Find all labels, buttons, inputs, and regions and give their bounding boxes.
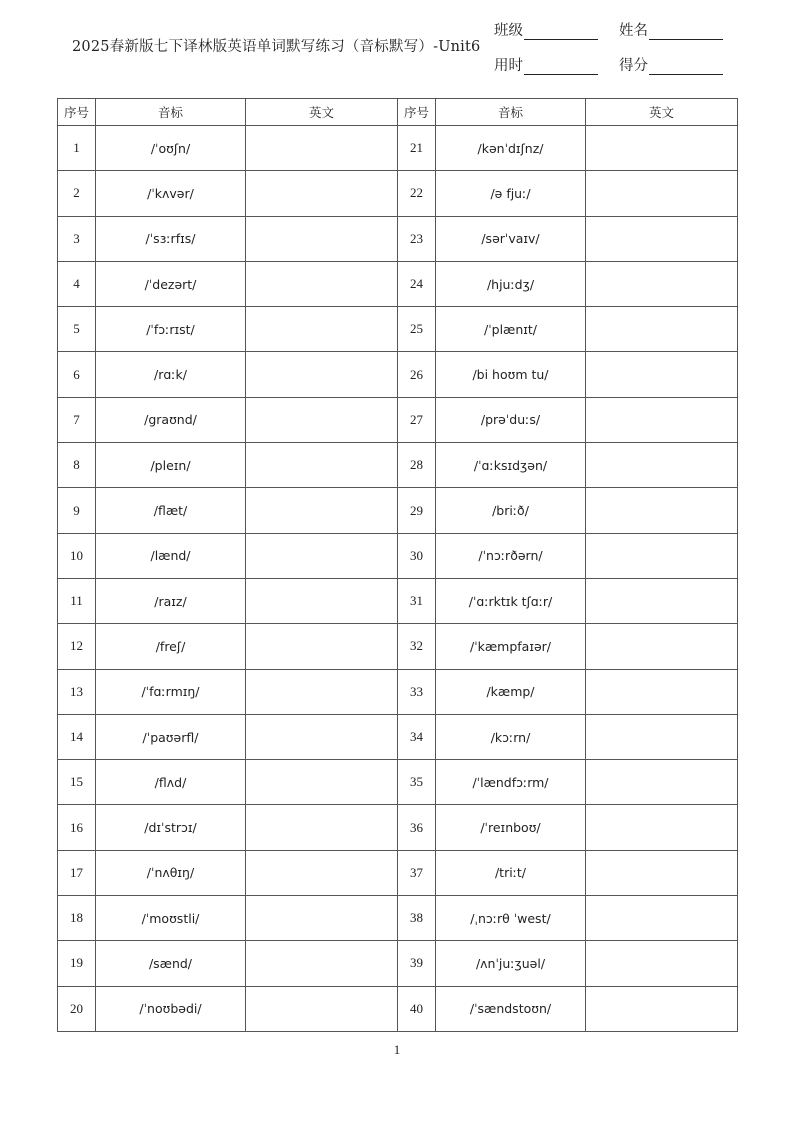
row-number-left: 2 <box>58 171 96 216</box>
row-number-left: 6 <box>58 352 96 397</box>
header-english-right: 英文 <box>586 99 738 126</box>
row-number-right: 29 <box>398 488 436 533</box>
answer-cell-left[interactable] <box>246 488 398 533</box>
row-number-left: 8 <box>58 443 96 488</box>
answer-cell-left[interactable] <box>246 307 398 352</box>
phonetic-right: /ˈɑːksɪdʒən/ <box>436 443 586 488</box>
row-number-left: 9 <box>58 488 96 533</box>
row-number-left: 10 <box>58 533 96 578</box>
score-label: 得分 <box>619 58 648 74</box>
table-row <box>58 986 738 1031</box>
row-number-right: 35 <box>398 760 436 805</box>
row-number-right: 22 <box>398 171 436 216</box>
time-field <box>494 54 598 75</box>
answer-cell-right[interactable] <box>586 171 738 216</box>
phonetic-left: /sænd/ <box>96 941 246 986</box>
header-number-left: 序号 <box>58 99 96 126</box>
answer-cell-right[interactable] <box>586 896 738 941</box>
answer-cell-right[interactable] <box>586 714 738 759</box>
header-phonetic-right: 音标 <box>436 99 586 126</box>
phonetic-right: /ˈlændfɔːrm/ <box>436 760 586 805</box>
row-number-right: 26 <box>398 352 436 397</box>
worksheet-title: 2025春新版七下译林版英语单词默写练习（音标默写）-Unit6 <box>72 39 481 55</box>
answer-cell-right[interactable] <box>586 533 738 578</box>
row-number-right: 37 <box>398 850 436 895</box>
row-number-right: 25 <box>398 307 436 352</box>
phonetic-right: /kæmp/ <box>436 669 586 714</box>
table-row <box>58 261 738 306</box>
table-row <box>58 714 738 759</box>
row-number-left: 14 <box>58 714 96 759</box>
class-blank[interactable] <box>524 25 598 40</box>
phonetic-right: /ˈsændstoʊn/ <box>436 986 586 1031</box>
header-number-right: 序号 <box>398 99 436 126</box>
row-number-left: 1 <box>58 126 96 171</box>
answer-cell-left[interactable] <box>246 714 398 759</box>
phonetic-left: /dɪˈstrɔɪ/ <box>96 805 246 850</box>
answer-cell-right[interactable] <box>586 126 738 171</box>
table-header-row <box>58 99 738 126</box>
row-number-left: 12 <box>58 624 96 669</box>
phonetic-right: /ʌnˈjuːʒuəl/ <box>436 941 586 986</box>
phonetic-left: /ˈfɔːrɪst/ <box>96 307 246 352</box>
row-number-left: 18 <box>58 896 96 941</box>
row-number-left: 3 <box>58 216 96 261</box>
row-number-left: 4 <box>58 261 96 306</box>
class-field <box>494 19 598 40</box>
row-number-right: 21 <box>398 126 436 171</box>
phonetic-left: /ˈdezərt/ <box>96 261 246 306</box>
table-row <box>58 624 738 669</box>
row-number-left: 11 <box>58 578 96 623</box>
answer-cell-left[interactable] <box>246 669 398 714</box>
answer-cell-right[interactable] <box>586 760 738 805</box>
phonetic-left: /ˈmoʊstli/ <box>96 896 246 941</box>
phonetic-left: /ˈnoʊbədi/ <box>96 986 246 1031</box>
table-row <box>58 488 738 533</box>
table-row <box>58 443 738 488</box>
row-number-right: 34 <box>398 714 436 759</box>
phonetic-right: /ˈreɪnboʊ/ <box>436 805 586 850</box>
table-row <box>58 126 738 171</box>
answer-cell-right[interactable] <box>586 624 738 669</box>
answer-cell-right[interactable] <box>586 307 738 352</box>
answer-cell-left[interactable] <box>246 986 398 1031</box>
phonetic-right: /prəˈduːs/ <box>436 397 586 442</box>
phonetic-right: /kɔːrn/ <box>436 714 586 759</box>
answer-cell-left[interactable] <box>246 624 398 669</box>
row-number-right: 31 <box>398 578 436 623</box>
answer-cell-left[interactable] <box>246 805 398 850</box>
phonetic-left: /ˈoʊʃn/ <box>96 126 246 171</box>
answer-cell-right[interactable] <box>586 488 738 533</box>
answer-cell-left[interactable] <box>246 216 398 261</box>
row-number-left: 15 <box>58 760 96 805</box>
table-row <box>58 533 738 578</box>
row-number-right: 36 <box>398 805 436 850</box>
row-number-left: 16 <box>58 805 96 850</box>
phonetic-right: /ˈnɔːrðərn/ <box>436 533 586 578</box>
table-row <box>58 216 738 261</box>
table-row <box>58 760 738 805</box>
answer-cell-right[interactable] <box>586 669 738 714</box>
name-label: 姓名 <box>619 23 648 39</box>
answer-cell-left[interactable] <box>246 443 398 488</box>
table-row <box>58 307 738 352</box>
row-number-left: 20 <box>58 986 96 1031</box>
row-number-right: 39 <box>398 941 436 986</box>
phonetic-left: /ˈfɑːrmɪŋ/ <box>96 669 246 714</box>
name-blank[interactable] <box>649 25 723 40</box>
row-number-right: 24 <box>398 261 436 306</box>
phonetic-left: /flæt/ <box>96 488 246 533</box>
row-number-left: 19 <box>58 941 96 986</box>
answer-cell-left[interactable] <box>246 352 398 397</box>
header-english-left: 英文 <box>246 99 398 126</box>
row-number-left: 5 <box>58 307 96 352</box>
answer-cell-right[interactable] <box>586 397 738 442</box>
answer-cell-left[interactable] <box>246 896 398 941</box>
phonetic-left: /raɪz/ <box>96 578 246 623</box>
phonetic-left: /pleɪn/ <box>96 443 246 488</box>
table-row <box>58 805 738 850</box>
answer-cell-right[interactable] <box>586 941 738 986</box>
answer-cell-left[interactable] <box>246 941 398 986</box>
score-blank[interactable] <box>649 60 723 75</box>
answer-cell-right[interactable] <box>586 216 738 261</box>
answer-cell-left[interactable] <box>246 126 398 171</box>
phonetic-right: /bi hoʊm tu/ <box>436 352 586 397</box>
answer-cell-right[interactable] <box>586 352 738 397</box>
phonetic-left: /lænd/ <box>96 533 246 578</box>
phonetic-right: /ˈkæmpfaɪər/ <box>436 624 586 669</box>
table-row <box>58 669 738 714</box>
phonetic-left: /freʃ/ <box>96 624 246 669</box>
answer-cell-left[interactable] <box>246 850 398 895</box>
page-number: 1 <box>393 1042 401 1057</box>
row-number-right: 40 <box>398 986 436 1031</box>
phonetic-left: /rɑːk/ <box>96 352 246 397</box>
phonetic-left: /flʌd/ <box>96 760 246 805</box>
phonetic-right: /ˈɑːrktɪk tʃɑːr/ <box>436 578 586 623</box>
answer-cell-left[interactable] <box>246 533 398 578</box>
phonetic-left: /ˈsɜːrfɪs/ <box>96 216 246 261</box>
answer-cell-left[interactable] <box>246 397 398 442</box>
phonetic-right: /ˈplænɪt/ <box>436 307 586 352</box>
table-row <box>58 171 738 216</box>
row-number-right: 28 <box>398 443 436 488</box>
dictation-table <box>57 98 738 1032</box>
table-row <box>58 941 738 986</box>
phonetic-left: /ˈpaʊərfl/ <box>96 714 246 759</box>
row-number-right: 30 <box>398 533 436 578</box>
class-label: 班级 <box>494 23 523 39</box>
answer-cell-left[interactable] <box>246 171 398 216</box>
time-blank[interactable] <box>524 60 598 75</box>
table-row <box>58 352 738 397</box>
table-row <box>58 850 738 895</box>
row-number-right: 27 <box>398 397 436 442</box>
phonetic-right: /triːt/ <box>436 850 586 895</box>
table-row <box>58 896 738 941</box>
answer-cell-right[interactable] <box>586 850 738 895</box>
phonetic-right: /ə fjuː/ <box>436 171 586 216</box>
row-number-right: 32 <box>398 624 436 669</box>
time-label: 用时 <box>494 58 523 74</box>
answer-cell-right[interactable] <box>586 986 738 1031</box>
table-row <box>58 578 738 623</box>
phonetic-right: /kənˈdɪʃnz/ <box>436 126 586 171</box>
table-row <box>58 397 738 442</box>
phonetic-left: /graʊnd/ <box>96 397 246 442</box>
phonetic-right: /ˌnɔːrθ ˈwest/ <box>436 896 586 941</box>
answer-cell-left[interactable] <box>246 578 398 623</box>
answer-cell-right[interactable] <box>586 261 738 306</box>
answer-cell-right[interactable] <box>586 443 738 488</box>
phonetic-right: /hjuːdʒ/ <box>436 261 586 306</box>
row-number-left: 7 <box>58 397 96 442</box>
row-number-left: 17 <box>58 850 96 895</box>
row-number-right: 38 <box>398 896 436 941</box>
header-phonetic-left: 音标 <box>96 99 246 126</box>
answer-cell-right[interactable] <box>586 578 738 623</box>
answer-cell-left[interactable] <box>246 760 398 805</box>
answer-cell-left[interactable] <box>246 261 398 306</box>
row-number-left: 13 <box>58 669 96 714</box>
phonetic-left: /ˈkʌvər/ <box>96 171 246 216</box>
score-field <box>619 54 723 75</box>
phonetic-right: /briːð/ <box>436 488 586 533</box>
phonetic-left: /ˈnʌθɪŋ/ <box>96 850 246 895</box>
row-number-right: 23 <box>398 216 436 261</box>
phonetic-right: /sərˈvaɪv/ <box>436 216 586 261</box>
row-number-right: 33 <box>398 669 436 714</box>
answer-cell-right[interactable] <box>586 805 738 850</box>
name-field <box>619 19 723 40</box>
